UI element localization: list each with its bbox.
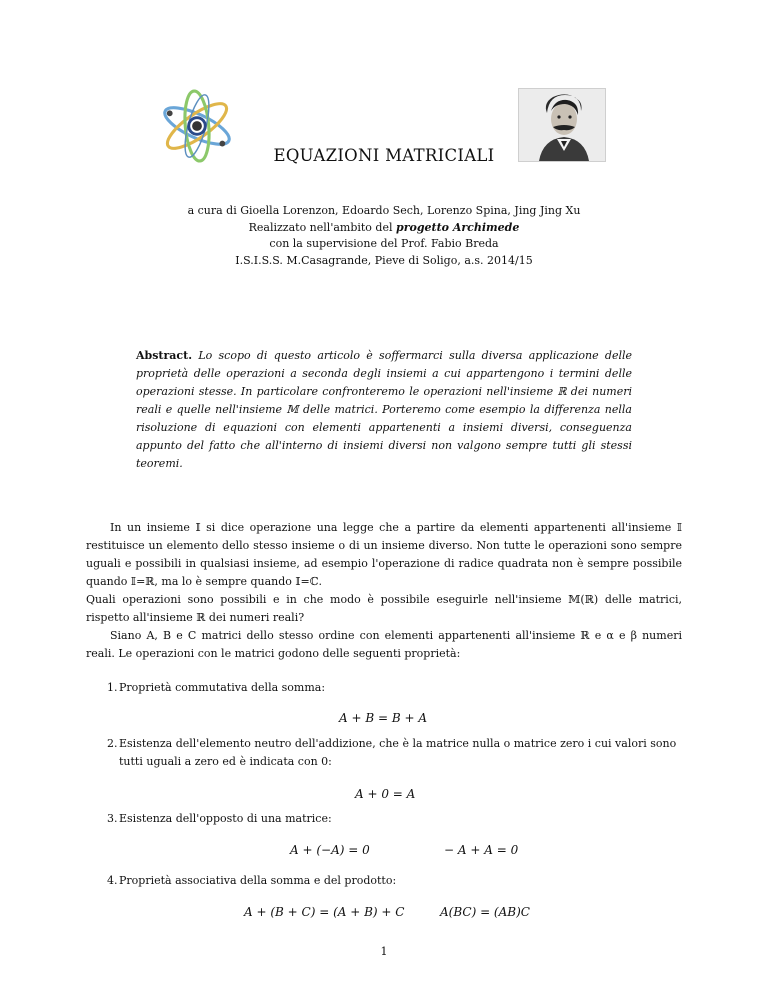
supervision-line: con la supervisione del Prof. Fabio Breda	[269, 237, 499, 250]
properties-intro: Siano A, B e C matrici dello stesso ordine con elementi appartenenti all'insieme ℝ e α e β numeri reali. Le operazioni con le matrici godono delle seguenti proprietà:	[86, 629, 682, 660]
page-number: 1	[380, 945, 388, 958]
equation: A(BC) = (AB)C	[440, 905, 530, 919]
school-line: I.S.I.S.S. M.Casagrande, Pieve di Soligo, a.s. 2014/15	[235, 253, 533, 267]
abstract-text: Lo scopo di questo articolo è soffermarci sulla diversa applicazione delle proprietà delle operazioni a seconda degli insiemi a cui appartengono i termini delle operazioni stesse. In particolare confronteremo le operazioni nell'insieme ℝ dei numeri reali e quelle nell'insieme 𝕄 delle matrici. Porteremo come esempio la differenza nella risoluzione di equazioni con elementi appartenenti a insiemi diversi, conseguenza appunto del fatto che all'interno di insiemi diversi non valgono sempre tutti gli stessi teoremi.	[136, 349, 633, 470]
authors-line: a cura di Gioella Lorenzon, Edoardo Sech, Lorenzo Spina, Jing Jing Xu	[187, 204, 581, 217]
item-number: 3.	[107, 812, 118, 825]
item-number: 1.	[107, 681, 118, 694]
project-prefix: Realizzato nell'ambito del	[248, 220, 393, 234]
list-item	[107, 679, 685, 697]
item-text: Esistenza dell'opposto di una matrice:	[119, 812, 332, 825]
author-block	[0, 203, 768, 269]
project-name: progetto Archimede	[396, 220, 520, 234]
intro-question: Quali operazioni sono possibili e in che modo è possibile eseguirle nell'insieme 𝕄(ℝ) delle matrici, rispetto all'insieme ℝ dei numeri reali?	[86, 593, 682, 624]
list-item	[107, 872, 685, 890]
item-number: 4.	[107, 874, 118, 887]
project-line	[0, 220, 768, 237]
item-text: Esistenza dell'elemento neutro dell'addizione, che è la matrice nulla o matrice zero i cui valori sono tutti uguali a zero ed è indicata con 0:	[119, 737, 677, 768]
item-number: 2.	[107, 737, 118, 750]
equation: A + B = B + A	[339, 711, 428, 725]
intro-paragraph	[86, 519, 682, 627]
item-text: Proprietà associativa della somma e del prodotto:	[119, 874, 397, 887]
intro-text: In un insieme 𝕀 si dice operazione una legge che a partire da elementi appartenenti all'insieme 𝕀 restituisce un elemento dello stesso insieme o di un insieme diverso. Non tutte le operazioni sono sempre uguali e possibili in qualsiasi insieme, ad esempio l'operazione di radice quadrata non è sempre possibile quando 𝕀=ℝ, ma lo è sempre quando 𝕀=ℂ.	[86, 521, 682, 588]
equation: − A + A = 0	[444, 843, 519, 857]
equation: A + 0 = A	[355, 787, 416, 801]
list-item	[107, 810, 685, 828]
abstract	[136, 347, 632, 473]
equation: A + (B + C) = (A + B) + C	[244, 905, 405, 919]
abstract-label: Abstract.	[136, 349, 193, 362]
document-title: EQUAZIONI MATRICIALI	[273, 146, 495, 165]
equation: A + (−A) = 0	[290, 843, 370, 857]
item-text: Proprietà commutativa della somma:	[119, 681, 326, 694]
list-item	[107, 735, 685, 768]
